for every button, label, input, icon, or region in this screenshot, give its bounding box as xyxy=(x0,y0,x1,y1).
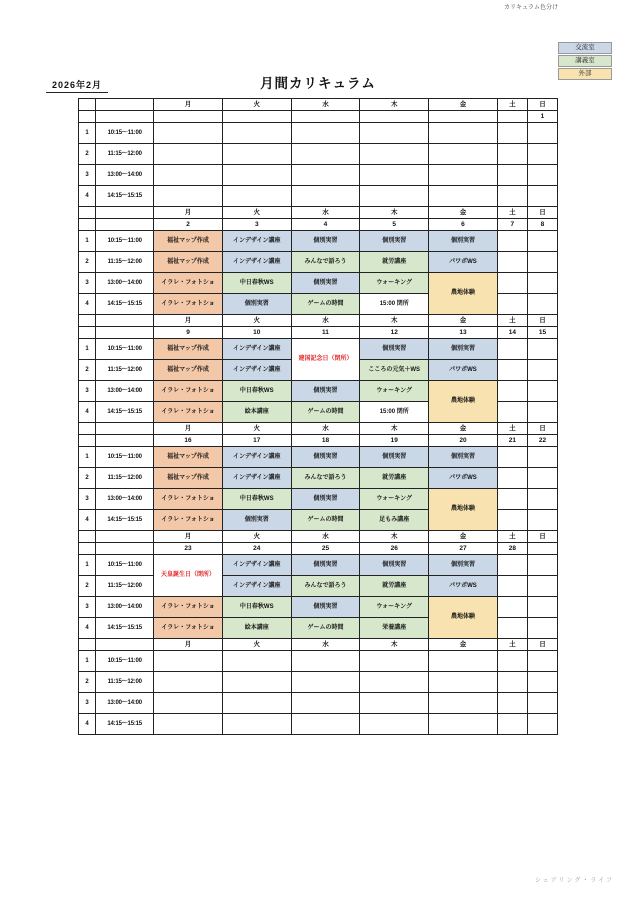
period-row xyxy=(79,714,558,735)
class-cell[interactable] xyxy=(291,165,360,186)
footer-brand: シェアリング・ライフ xyxy=(534,878,614,884)
period-index: 3 xyxy=(79,693,96,714)
weekday-mon: 月 xyxy=(154,99,223,111)
date-cell: 20 xyxy=(429,435,498,447)
period-index: 1 xyxy=(79,447,96,468)
date-cell: 10 xyxy=(222,327,291,339)
class-cell[interactable]: インデザイン講座 xyxy=(222,360,291,381)
period-row xyxy=(79,144,558,165)
class-cell[interactable]: インデザイン講座 xyxy=(222,576,291,597)
period-row xyxy=(79,339,558,360)
weekday-sat: 土 xyxy=(497,99,527,111)
class-cell[interactable] xyxy=(429,165,498,186)
class-cell[interactable]: 個別実習 xyxy=(291,555,360,576)
weekday-wed: 水 xyxy=(291,531,360,543)
date-cell: 11 xyxy=(291,327,360,339)
weekday-sat: 土 xyxy=(497,639,527,651)
class-cell[interactable]: イラレ・フォトショ xyxy=(154,489,223,510)
date-cell: 19 xyxy=(360,435,429,447)
period-time: 13:00～14:00 xyxy=(96,273,154,294)
period-time: 14:15～15:15 xyxy=(96,510,154,531)
weekday-fri: 金 xyxy=(429,639,498,651)
date-cell xyxy=(154,111,223,123)
class-cell[interactable]: 個別実習 xyxy=(429,555,498,576)
weekday-thu: 木 xyxy=(360,639,429,651)
class-cell[interactable]: インデザイン講座 xyxy=(222,231,291,252)
class-cell[interactable]: ゲームの時間 xyxy=(291,618,360,639)
period-row xyxy=(79,381,558,402)
date-cell: 27 xyxy=(429,543,498,555)
date-cell: 13 xyxy=(429,327,498,339)
class-cell[interactable]: ウォーキング xyxy=(360,381,429,402)
class-cell[interactable] xyxy=(360,693,429,714)
weekday-thu: 木 xyxy=(360,99,429,111)
class-cell[interactable]: イラレ・フォトショ xyxy=(154,597,223,618)
period-index: 4 xyxy=(79,294,96,315)
date-cell xyxy=(527,543,557,555)
period-index: 2 xyxy=(79,672,96,693)
period-index: 3 xyxy=(79,381,96,402)
class-cell[interactable]: 個別実習 xyxy=(291,489,360,510)
period-row xyxy=(79,597,558,618)
period-index: 2 xyxy=(79,468,96,489)
weekday-tue: 火 xyxy=(222,639,291,651)
period-row xyxy=(79,123,558,144)
class-cell[interactable]: インデザイン講座 xyxy=(222,468,291,489)
weekday-header-row xyxy=(79,639,558,651)
class-cell[interactable] xyxy=(360,714,429,735)
weekday-wed: 水 xyxy=(291,207,360,219)
class-cell[interactable] xyxy=(429,651,498,672)
weekday-sun: 日 xyxy=(527,99,557,111)
period-row xyxy=(79,555,558,576)
class-cell[interactable]: 個別実習 xyxy=(360,555,429,576)
class-cell[interactable] xyxy=(154,123,223,144)
class-cell[interactable]: 絵本講座 xyxy=(222,402,291,423)
class-cell[interactable]: みんなで語ろう xyxy=(291,468,360,489)
class-cell[interactable]: 福祉マップ作成 xyxy=(154,339,223,360)
class-cell[interactable]: 絵本講座 xyxy=(222,618,291,639)
weekday-tue: 火 xyxy=(222,531,291,543)
class-cell[interactable]: こころの元気＋WS xyxy=(360,360,429,381)
period-time: 10:15～11:00 xyxy=(96,339,154,360)
class-cell[interactable] xyxy=(154,714,223,735)
class-cell[interactable] xyxy=(222,165,291,186)
period-time: 11:15～12:00 xyxy=(96,468,154,489)
period-time: 13:00～14:00 xyxy=(96,165,154,186)
date-row xyxy=(79,219,558,231)
period-row xyxy=(79,576,558,597)
class-cell[interactable] xyxy=(429,693,498,714)
date-cell xyxy=(497,111,527,123)
class-cell[interactable]: パワポWS xyxy=(429,252,498,273)
holiday-note: 天皇誕生日（閉所） xyxy=(154,555,223,597)
class-cell[interactable] xyxy=(360,123,429,144)
period-row xyxy=(79,468,558,489)
date-cell: 12 xyxy=(360,327,429,339)
weekday-sat: 土 xyxy=(497,531,527,543)
weekday-wed: 水 xyxy=(291,315,360,327)
class-cell[interactable]: 個別実習 xyxy=(291,273,360,294)
weekday-mon: 月 xyxy=(154,315,223,327)
weekday-sun: 日 xyxy=(527,531,557,543)
period-index: 2 xyxy=(79,576,96,597)
period-time: 11:15～12:00 xyxy=(96,672,154,693)
class-cell-close[interactable]: 15:00 閉所 xyxy=(360,294,429,315)
class-cell[interactable]: 中日春秋WS xyxy=(222,489,291,510)
period-time: 11:15～12:00 xyxy=(96,360,154,381)
weekday-sat: 土 xyxy=(497,315,527,327)
weekday-thu: 木 xyxy=(360,207,429,219)
class-cell[interactable]: ゲームの時間 xyxy=(291,294,360,315)
class-cell[interactable]: 個別実習 xyxy=(429,339,498,360)
weekday-sun: 日 xyxy=(527,207,557,219)
class-cell[interactable] xyxy=(222,651,291,672)
class-cell[interactable]: 栄養講座 xyxy=(360,618,429,639)
period-index: 1 xyxy=(79,123,96,144)
class-cell[interactable] xyxy=(429,672,498,693)
class-cell[interactable] xyxy=(429,144,498,165)
class-cell[interactable]: 個別実習 xyxy=(360,231,429,252)
class-cell[interactable]: 個別実習 xyxy=(429,231,498,252)
class-cell[interactable] xyxy=(154,693,223,714)
period-index: 1 xyxy=(79,339,96,360)
class-cell[interactable] xyxy=(222,672,291,693)
period-time: 10:15～11:00 xyxy=(96,231,154,252)
class-cell[interactable]: イラレ・フォトショ xyxy=(154,510,223,531)
period-row xyxy=(79,273,558,294)
class-cell[interactable]: 個別実習 xyxy=(291,381,360,402)
weekday-header-row xyxy=(79,99,558,111)
class-cell[interactable]: インデザイン講座 xyxy=(222,252,291,273)
class-cell[interactable]: パワポWS xyxy=(429,360,498,381)
class-cell[interactable]: 個別実習 xyxy=(222,294,291,315)
class-cell[interactable]: 中日春秋WS xyxy=(222,597,291,618)
class-cell[interactable] xyxy=(222,186,291,207)
class-cell[interactable] xyxy=(429,123,498,144)
class-cell[interactable]: 中日春秋WS xyxy=(222,273,291,294)
period-time: 14:15～15:15 xyxy=(96,186,154,207)
period-time: 14:15～15:15 xyxy=(96,402,154,423)
period-row xyxy=(79,231,558,252)
date-cell: 16 xyxy=(154,435,223,447)
weekday-wed: 水 xyxy=(291,639,360,651)
period-time: 11:15～12:00 xyxy=(96,576,154,597)
legend-swatch-lecture-room: 講義室 xyxy=(558,55,612,67)
period-time: 10:15～11:00 xyxy=(96,651,154,672)
class-cell[interactable] xyxy=(360,186,429,207)
period-index: 4 xyxy=(79,714,96,735)
date-cell: 17 xyxy=(222,435,291,447)
class-cell[interactable]: 福祉マップ作成 xyxy=(154,231,223,252)
class-cell[interactable]: 個別実習 xyxy=(291,447,360,468)
class-cell[interactable] xyxy=(291,672,360,693)
date-cell: 6 xyxy=(429,219,498,231)
date-row xyxy=(79,435,558,447)
class-cell[interactable] xyxy=(222,144,291,165)
period-index: 2 xyxy=(79,360,96,381)
weekday-sun: 日 xyxy=(527,315,557,327)
period-index: 2 xyxy=(79,252,96,273)
period-time: 11:15～12:00 xyxy=(96,252,154,273)
period-time: 13:00～14:00 xyxy=(96,381,154,402)
weekday-header-row xyxy=(79,207,558,219)
class-cell[interactable]: イラレ・フォトショ xyxy=(154,618,223,639)
class-cell[interactable] xyxy=(291,123,360,144)
weekday-header-row xyxy=(79,531,558,543)
legend-swatch-external: 外部 xyxy=(558,68,612,80)
class-cell[interactable]: インデザイン講座 xyxy=(222,447,291,468)
date-cell: 1 xyxy=(527,111,557,123)
holiday-note: 建国記念日（閉所） xyxy=(291,339,360,381)
period-time: 13:00～14:00 xyxy=(96,597,154,618)
class-cell[interactable]: パワポWS xyxy=(429,468,498,489)
period-time: 10:15～11:00 xyxy=(96,123,154,144)
class-cell[interactable]: 個別実習 xyxy=(429,447,498,468)
class-cell[interactable]: 中日春秋WS xyxy=(222,381,291,402)
class-cell[interactable]: みんなで語ろう xyxy=(291,576,360,597)
class-cell[interactable] xyxy=(154,651,223,672)
period-time: 14:15～15:15 xyxy=(96,294,154,315)
curriculum-table xyxy=(78,98,558,735)
period-time: 14:15～15:15 xyxy=(96,714,154,735)
class-cell[interactable]: ゲームの時間 xyxy=(291,510,360,531)
date-cell: 28 xyxy=(497,543,527,555)
date-cell xyxy=(429,111,498,123)
date-row xyxy=(79,111,558,123)
weekday-thu: 木 xyxy=(360,531,429,543)
date-cell: 18 xyxy=(291,435,360,447)
class-cell[interactable]: 就労講座 xyxy=(360,576,429,597)
date-cell: 15 xyxy=(527,327,557,339)
period-row xyxy=(79,651,558,672)
period-index: 3 xyxy=(79,489,96,510)
class-cell[interactable] xyxy=(291,144,360,165)
weekday-header-row xyxy=(79,315,558,327)
weekday-tue: 火 xyxy=(222,423,291,435)
class-cell[interactable]: ゲームの時間 xyxy=(291,402,360,423)
class-cell[interactable] xyxy=(429,714,498,735)
class-cell[interactable] xyxy=(222,714,291,735)
class-cell[interactable]: 個別実習 xyxy=(222,510,291,531)
weekday-mon: 月 xyxy=(154,531,223,543)
class-cell[interactable]: インデザイン講座 xyxy=(222,339,291,360)
class-cell[interactable] xyxy=(360,651,429,672)
period-row xyxy=(79,672,558,693)
period-index: 4 xyxy=(79,186,96,207)
class-cell[interactable] xyxy=(154,165,223,186)
period-row xyxy=(79,693,558,714)
class-cell[interactable]: イラレ・フォトショ xyxy=(154,381,223,402)
weekday-header-row xyxy=(79,423,558,435)
weekday-thu: 木 xyxy=(360,315,429,327)
weekday-thu: 木 xyxy=(360,423,429,435)
page-title: 月間カリキュラム xyxy=(260,76,376,91)
date-cell: 22 xyxy=(527,435,557,447)
class-cell[interactable] xyxy=(360,165,429,186)
date-cell: 24 xyxy=(222,543,291,555)
month-label: 2026年2月 xyxy=(46,78,108,93)
period-index: 4 xyxy=(79,618,96,639)
weekday-sun: 日 xyxy=(527,423,557,435)
class-cell[interactable]: インデザイン講座 xyxy=(222,555,291,576)
date-cell: 3 xyxy=(222,219,291,231)
period-index: 4 xyxy=(79,402,96,423)
class-cell-farm[interactable]: 農地体験 xyxy=(429,597,498,639)
period-time: 14:15～15:15 xyxy=(96,618,154,639)
weekday-fri: 金 xyxy=(429,531,498,543)
date-cell: 9 xyxy=(154,327,223,339)
weekday-sat: 土 xyxy=(497,423,527,435)
class-cell[interactable] xyxy=(154,186,223,207)
legend-title: カリキュラム色分け xyxy=(504,5,558,11)
weekday-sun: 日 xyxy=(527,639,557,651)
class-cell[interactable] xyxy=(222,693,291,714)
period-index: 1 xyxy=(79,555,96,576)
weekday-mon: 月 xyxy=(154,639,223,651)
class-cell[interactable]: 福祉マップ作成 xyxy=(154,252,223,273)
class-cell-farm[interactable]: 農地体験 xyxy=(429,489,498,531)
period-index: 1 xyxy=(79,651,96,672)
class-cell[interactable] xyxy=(222,123,291,144)
class-cell[interactable]: パワポWS xyxy=(429,576,498,597)
weekday-fri: 金 xyxy=(429,99,498,111)
date-cell xyxy=(360,111,429,123)
date-cell: 26 xyxy=(360,543,429,555)
period-index: 4 xyxy=(79,510,96,531)
class-cell[interactable]: ウォーキング xyxy=(360,489,429,510)
period-row xyxy=(79,447,558,468)
class-cell-farm[interactable]: 農地体験 xyxy=(429,381,498,423)
class-cell[interactable]: イラレ・フォトショ xyxy=(154,402,223,423)
class-cell[interactable] xyxy=(429,186,498,207)
period-index: 2 xyxy=(79,144,96,165)
class-cell[interactable]: ウォーキング xyxy=(360,597,429,618)
class-cell[interactable]: 個別実習 xyxy=(360,339,429,360)
class-cell[interactable]: 個別実習 xyxy=(291,231,360,252)
date-cell: 5 xyxy=(360,219,429,231)
class-cell[interactable] xyxy=(360,672,429,693)
date-cell: 14 xyxy=(497,327,527,339)
class-cell[interactable] xyxy=(154,672,223,693)
class-cell[interactable]: ウォーキング xyxy=(360,273,429,294)
period-row xyxy=(79,186,558,207)
period-time: 13:00～14:00 xyxy=(96,489,154,510)
weekday-fri: 金 xyxy=(429,207,498,219)
weekday-fri: 金 xyxy=(429,423,498,435)
date-row xyxy=(79,327,558,339)
period-time: 10:15～11:00 xyxy=(96,555,154,576)
class-cell[interactable]: 就労講座 xyxy=(360,252,429,273)
class-cell[interactable]: 福祉マップ作成 xyxy=(154,360,223,381)
weekday-sat: 土 xyxy=(497,207,527,219)
weekday-tue: 火 xyxy=(222,315,291,327)
period-index: 3 xyxy=(79,597,96,618)
date-row xyxy=(79,543,558,555)
date-cell: 8 xyxy=(527,219,557,231)
date-cell: 23 xyxy=(154,543,223,555)
class-cell[interactable] xyxy=(291,714,360,735)
class-cell[interactable] xyxy=(291,186,360,207)
class-cell[interactable]: 就労講座 xyxy=(360,468,429,489)
legend-row xyxy=(558,42,612,54)
weekday-wed: 水 xyxy=(291,99,360,111)
class-cell[interactable]: みんなで語ろう xyxy=(291,252,360,273)
date-cell: 4 xyxy=(291,219,360,231)
period-row xyxy=(79,489,558,510)
legend-swatch-exchange-room: 交流室 xyxy=(558,42,612,54)
period-time: 11:15～12:00 xyxy=(96,144,154,165)
class-cell[interactable]: 福祉マップ作成 xyxy=(154,468,223,489)
class-cell[interactable]: 個別実習 xyxy=(291,597,360,618)
date-cell: 2 xyxy=(154,219,223,231)
date-cell: 25 xyxy=(291,543,360,555)
date-cell: 7 xyxy=(497,219,527,231)
weekday-mon: 月 xyxy=(154,423,223,435)
class-cell[interactable] xyxy=(154,144,223,165)
period-row xyxy=(79,252,558,273)
period-row xyxy=(79,165,558,186)
period-index: 3 xyxy=(79,273,96,294)
period-index: 3 xyxy=(79,165,96,186)
class-cell[interactable] xyxy=(360,144,429,165)
date-cell xyxy=(291,111,360,123)
weekday-mon: 月 xyxy=(154,207,223,219)
class-cell[interactable]: イラレ・フォトショ xyxy=(154,294,223,315)
legend-row xyxy=(558,55,612,67)
class-cell[interactable]: 福祉マップ作成 xyxy=(154,447,223,468)
class-cell-close[interactable]: 15:00 閉所 xyxy=(360,402,429,423)
period-time: 10:15～11:00 xyxy=(96,447,154,468)
class-cell[interactable]: 足もみ講座 xyxy=(360,510,429,531)
weekday-tue: 火 xyxy=(222,99,291,111)
date-cell: 21 xyxy=(497,435,527,447)
period-index: 1 xyxy=(79,231,96,252)
weekday-wed: 水 xyxy=(291,423,360,435)
date-cell xyxy=(222,111,291,123)
weekday-tue: 火 xyxy=(222,207,291,219)
weekday-fri: 金 xyxy=(429,315,498,327)
period-time: 13:00～14:00 xyxy=(96,693,154,714)
class-cell[interactable] xyxy=(291,693,360,714)
class-cell[interactable]: 個別実習 xyxy=(360,447,429,468)
class-cell[interactable] xyxy=(291,651,360,672)
class-cell[interactable]: イラレ・フォトショ xyxy=(154,273,223,294)
class-cell-farm[interactable]: 農地体験 xyxy=(429,273,498,315)
